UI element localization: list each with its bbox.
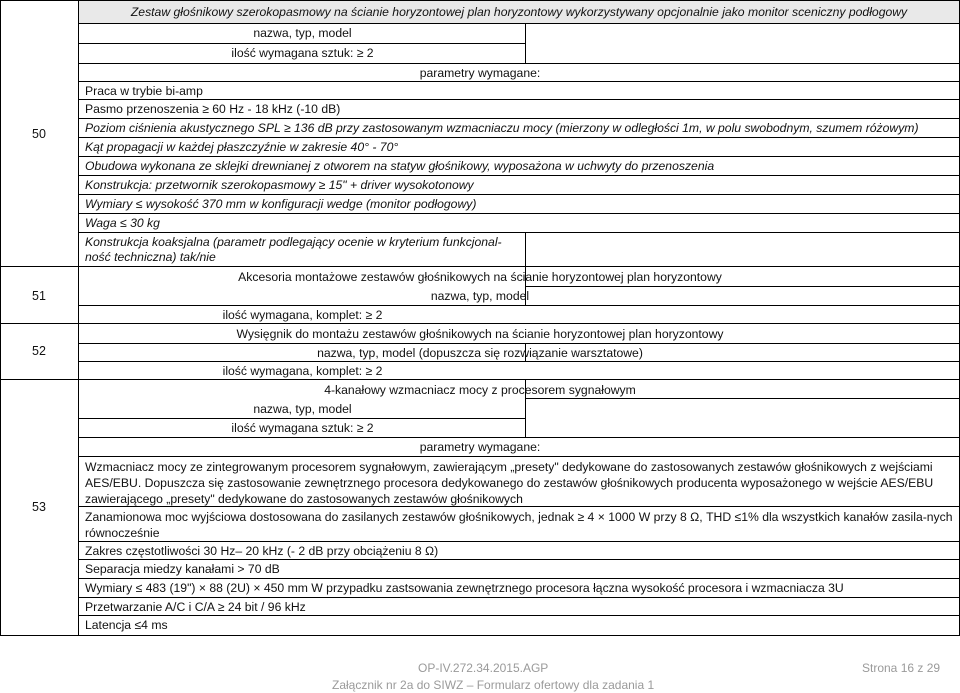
param-item: Pasmo przenoszenia ≥ 60 Hz - 18 kHz (-10 dB) (85, 102, 341, 116)
page-number: Strona 16 z 29 (862, 661, 941, 675)
param-item: Wymiary ≤ 483 (19") × 88 (2U) × 450 mm W przypadku zastsowania zewnętrznego procesora łączna wysokość procesora i wzmacniacza 3U (85, 581, 844, 595)
param-item: Wzmacniacz mocy ze zintegrowanym procesorem sygnałowym, zawierającym „presety" dedykowane do zastosowanych zestawów głośnikowych z wejściami AES/EBU. Dopuszcza się zastosowanie zewnętrznego procesora dedykowanego do zestawów głośnikowych producenta wyposażonego w wejście AES/EBU zawierającego „presety" dedykowane do zastosowanych zestawów głośnikowych (85, 460, 934, 506)
row-number: 53 (32, 500, 46, 514)
param-item: Przetwarzanie A/C i C/A ≥ 24 bit / 96 kHz (85, 600, 306, 614)
param-item: Praca w trybie bi-amp (85, 84, 203, 98)
param-item: Konstrukcja koaksjalna (parametr podlegający ocenie w kryterium funkcjonal-ność techniczna) tak/nie (85, 235, 502, 264)
document-code: OP-IV.272.34.2015.AGP (418, 661, 549, 675)
quantity-label: ilość wymagana sztuk: ≥ 2 (231, 421, 374, 435)
row-number: 50 (32, 127, 46, 141)
item-title: 4-kanałowy wzmacniacz mocy z procesorem sygnałowym (324, 383, 636, 397)
param-item: Obudowa wykonana ze sklejki drewnianej z otworem na statyw głośnikowy, wyposażona w uchwyty do przenoszenia (85, 159, 715, 173)
param-item: Latencja ≤4 ms (85, 618, 168, 632)
param-item: Waga ≤ 30 kg (85, 216, 160, 230)
param-item: Zakres częstotliwości 30 Hz– 20 kHz (- 2 dB przy obciążeniu 8 Ω) (85, 544, 439, 558)
quantity-label: ilość wymagana, komplet: ≥ 2 (222, 364, 383, 378)
quantity-label: ilość wymagana, komplet: ≥ 2 (222, 308, 383, 322)
annex-caption: Załącznik nr 2a do SIWZ – Formularz ofertowy dla zadania 1 (332, 678, 655, 692)
name-label: nazwa, typ, model (430, 289, 530, 303)
item-title: Zestaw głośnikowy szerokopasmowy na ścianie horyzontowej plan horyzontowy wykorzystywany opcjonalnie jako monitor sceniczny podłogowy (130, 5, 908, 19)
params-label: parametry wymagane: (419, 66, 541, 80)
row-number: 51 (32, 289, 46, 303)
params-label: parametry wymagane: (419, 440, 541, 454)
name-label: nazwa, typ, model (253, 402, 352, 416)
param-item: Konstrukcja: przetwornik szerokopasmowy ≥ 15" + driver wysokotonowy (85, 178, 474, 192)
row-number: 52 (32, 344, 46, 358)
param-item: Zanamionowa moc wyjściowa dostosowana do zasilanych zestawów głośnikowych, jednak ≥ 4 × 1000 W przy 8 Ω, THD ≤1% dla wszystkich kanałów zasila-nych równocześnie (85, 510, 953, 540)
param-item: Poziom ciśnienia akustycznego SPL ≥ 136 dB przy zastosowanym wzmacniaczu mocy (mierzony w odległości 1m, w polu swobodnym, szumem różowym) (85, 121, 919, 135)
quantity-label: ilość wymagana sztuk: ≥ 2 (231, 46, 374, 60)
item-title: Wysięgnik do montażu zestawów głośnikowych na ścianie horyzontowej plan horyzontowy (236, 327, 724, 341)
name-label: nazwa, typ, model (253, 26, 352, 40)
name-label: nazwa, typ, model (dopuszcza się rozwiązanie warsztatowe) (317, 346, 643, 360)
param-item: Wymiary ≤ wysokość 370 mm w konfiguracji wedge (monitor podłogowy) (85, 197, 477, 211)
param-item: Kąt propagacji w każdej płaszczyźnie w zakresie 40° - 70° (85, 140, 399, 154)
param-item: Separacja miedzy kanałami > 70 dB (85, 562, 280, 576)
item-title: Akcesoria montażowe zestawów głośnikowych na ścianie horyzontowej plan horyzontowy (238, 270, 722, 284)
